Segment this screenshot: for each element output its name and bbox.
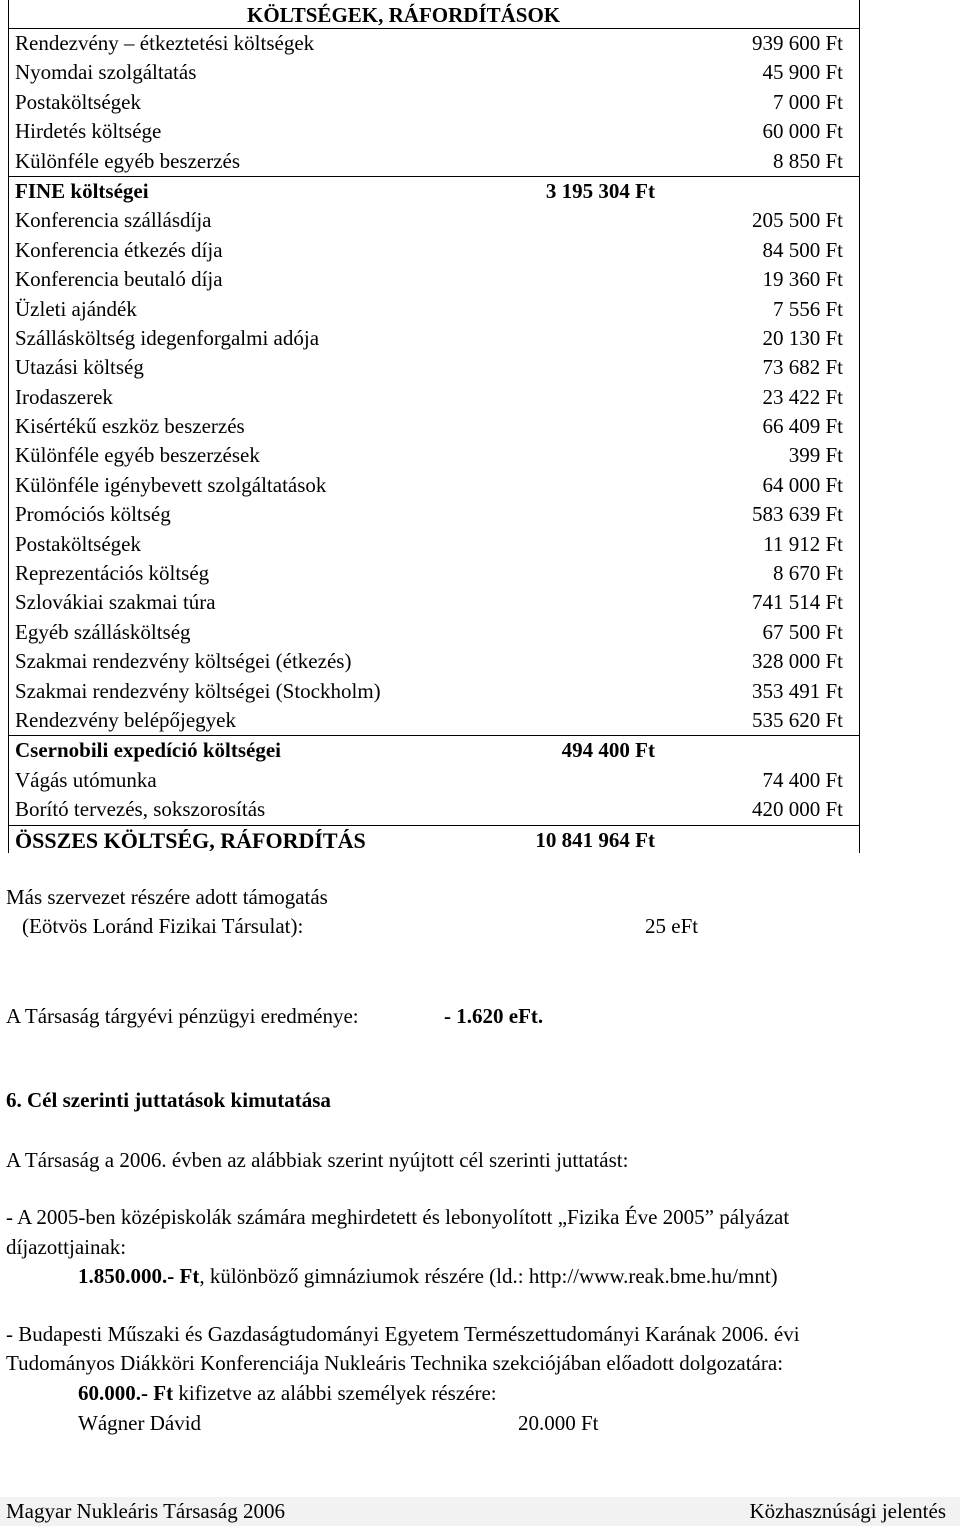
row-amount: 535 620 Ft [751, 707, 843, 732]
row-label: Borító tervezés, sokszorosítás [15, 797, 266, 822]
row-amount: 20 130 Ft [762, 325, 843, 350]
total-label: ÖSSZES KÖLTSÉG, RÁFORDÍTÁS [15, 827, 366, 853]
item2-line2: Tudományos Diákköri Konferenciája Nukleáris Technika szekciójában előadott dolgozatára: [6, 1351, 784, 1375]
row-label: Különféle egyéb beszerzés [15, 148, 241, 173]
table-row [9, 58, 859, 87]
table-row [9, 29, 859, 58]
table-row [9, 412, 859, 441]
row-label: Konferencia beutaló díja [15, 267, 223, 292]
row-amount: 8 670 Ft [772, 561, 843, 586]
row-label: Konferencia étkezés díja [15, 237, 223, 262]
support-line-1: Más szervezet részére adott támogatás [6, 885, 328, 909]
group-header-row [9, 177, 859, 206]
group-header-label: Csernobili expedíció költségei [15, 738, 281, 763]
row-amount: 399 Ft [788, 443, 843, 468]
result-label: A Társaság tárgyévi pénzügyi eredménye: [6, 1004, 359, 1028]
row-amount: 328 000 Ft [751, 649, 843, 674]
row-label: Promóciós költség [15, 502, 171, 527]
row-amount: 74 400 Ft [762, 767, 843, 792]
row-label: Utazási költség [15, 355, 144, 380]
row-label: Reprezentációs költség [15, 561, 210, 586]
row-label: Szakmai rendezvény költségei (Stockholm) [15, 678, 381, 703]
table-body [9, 29, 859, 826]
table-row [9, 706, 859, 735]
row-label: Rendezvény belépőjegyek [15, 707, 236, 732]
row-amount: 73 682 Ft [762, 355, 843, 380]
footer-right: Közhasznúsági jelentés [749, 1499, 946, 1523]
row-amount: 8 850 Ft [772, 148, 843, 173]
row-amount: 60 000 Ft [762, 119, 843, 144]
row-label: Nyomdai szolgáltatás [15, 60, 197, 85]
row-label: Vágás utómunka [15, 767, 157, 792]
row-label: Kisértékű eszköz beszerzés [15, 414, 245, 439]
row-amount: 19 360 Ft [762, 267, 843, 292]
item2-line1: - Budapesti Műszaki és Gazdaságtudományi Egyetem Természettudományi Karának 2006. évi [6, 1322, 800, 1346]
item1-line1: - A 2005-ben középiskolák számára meghirdetett és lebonyolított „Fizika Éve 2005” pályázat [6, 1205, 790, 1229]
support-amount: 25 eFt [645, 914, 699, 938]
section-intro: A Társaság a 2006. évben az alábbiak szerint nyújtott cél szerinti juttatást: [6, 1148, 629, 1172]
support-line-2: (Eötvös Loránd Fizikai Társulat): [22, 914, 304, 938]
item1-detail [78, 1264, 778, 1289]
table-row [9, 618, 859, 647]
table-row [9, 766, 859, 795]
row-label: Rendezvény – étkeztetési költségek [15, 31, 315, 55]
row-label: Konferencia szállásdíja [15, 208, 212, 233]
item1-line2: díjazottjainak: [6, 1235, 127, 1259]
table-row [9, 795, 859, 824]
table-row [9, 383, 859, 412]
expenses-table [8, 0, 860, 853]
row-label: Különféle egyéb beszerzések [15, 443, 260, 468]
row-amount: 205 500 Ft [751, 208, 843, 233]
table-row [9, 559, 859, 588]
row-amount: 23 422 Ft [762, 384, 843, 409]
table-group [9, 736, 859, 825]
row-label: Szállásköltség idegenforgalmi adója [15, 325, 320, 350]
group-subtotal: 494 400 Ft [561, 738, 655, 763]
group-subtotal: 3 195 304 Ft [545, 178, 655, 203]
row-label: Postaköltségek [15, 89, 141, 114]
table-row [9, 441, 859, 470]
row-amount: 7 556 Ft [772, 296, 843, 321]
total-row [9, 826, 859, 855]
table-row [9, 88, 859, 117]
table-row [9, 147, 859, 176]
item2-amount: 60.000.- Ft [78, 1381, 174, 1405]
row-amount: 64 000 Ft [762, 472, 843, 497]
row-amount: 66 409 Ft [762, 414, 843, 439]
row-label: Szlovákiai szakmai túra [15, 590, 216, 615]
person-amount: 20.000 Ft [518, 1411, 599, 1435]
section-heading: 6. Cél szerinti juttatások kimutatása [6, 1088, 331, 1112]
item2-rest: kifizetve az alábbi személyek részére: [173, 1381, 497, 1405]
row-amount: 7 000 Ft [772, 89, 843, 114]
row-amount: 11 912 Ft [763, 531, 843, 556]
row-label: Irodaszerek [15, 384, 113, 409]
footer-left: Magyar Nukleáris Társaság 2006 [6, 1499, 285, 1523]
table-title: KÖLTSÉGEK, RÁFORDÍTÁSOK [9, 0, 859, 29]
table-row [9, 265, 859, 294]
person-name: Wágner Dávid [78, 1411, 202, 1435]
row-label: Szakmai rendezvény költségei (étkezés) [15, 649, 352, 674]
table-group [9, 29, 859, 177]
item2-detail [78, 1381, 497, 1406]
row-amount: 939 600 Ft [751, 31, 843, 55]
row-amount: 84 500 Ft [762, 237, 843, 262]
table-row [9, 117, 859, 146]
table-row [9, 295, 859, 324]
row-amount: 353 491 Ft [751, 678, 843, 703]
row-label: Postaköltségek [15, 531, 141, 556]
row-label: Üzleti ajándék [15, 296, 137, 321]
table-row [9, 324, 859, 353]
table-row [9, 677, 859, 706]
row-amount: 45 900 Ft [762, 60, 843, 85]
total-value: 10 841 964 Ft [535, 827, 655, 852]
item1-rest: , különböző gimnáziumok részére (ld.: http://www.reak.bme.hu/mnt) [199, 1264, 778, 1288]
table-row [9, 206, 859, 235]
table-row [9, 647, 859, 676]
result-value: - 1.620 eFt. [444, 1004, 544, 1028]
table-group [9, 177, 859, 736]
row-amount: 583 639 Ft [751, 502, 843, 527]
table-row [9, 530, 859, 559]
item1-amount: 1.850.000.- Ft [78, 1264, 200, 1288]
table-row [9, 471, 859, 500]
table-row [9, 500, 859, 529]
row-label: Különféle igénybevett szolgáltatások [15, 472, 327, 497]
group-header-label: FINE költségei [15, 178, 149, 203]
row-label: Egyéb szállásköltség [15, 619, 191, 644]
row-label: Hirdetés költsége [15, 119, 162, 144]
table-row [9, 236, 859, 265]
row-amount: 67 500 Ft [762, 619, 843, 644]
group-header-row [9, 736, 859, 765]
table-row [9, 588, 859, 617]
page-footer [0, 1497, 960, 1526]
row-amount: 741 514 Ft [751, 590, 843, 615]
table-row [9, 353, 859, 382]
row-amount: 420 000 Ft [751, 797, 843, 822]
